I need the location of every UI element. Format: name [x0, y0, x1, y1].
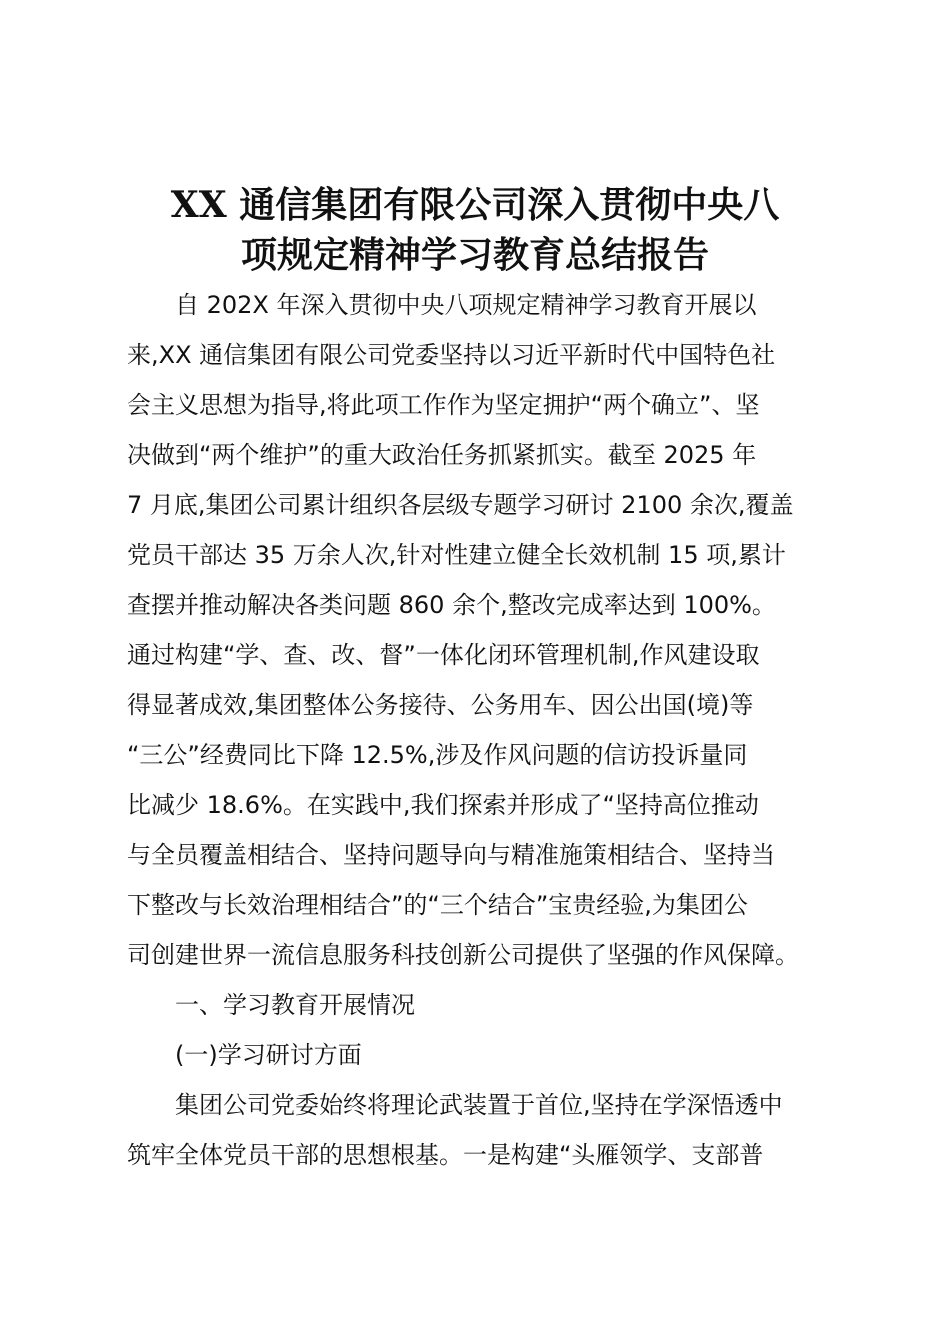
study-paragraph	[127, 1080, 835, 1180]
paragraph-line: 会主义思想为指导,将此项工作作为坚定拥护“两个确立”、坚	[127, 391, 760, 419]
paragraph-line: 来,XX 通信集团有限公司党委坚持以习近平新时代中国特色社	[127, 341, 776, 369]
paragraph-line: 比减少 18.6%。在实践中,我们探索并形成了“坚持高位推动	[127, 791, 759, 819]
paragraph-line: 查摆并推动解决各类问题 860 余个,整改完成率达到 100%。	[127, 591, 776, 619]
paragraph-line: 下整改与长效治理相结合”的“三个结合”宝贵经验,为集团公	[127, 891, 748, 919]
title-line-2: 项规定精神学习教育总结报告	[240, 234, 709, 276]
section-heading-1: 一、学习教育开展情况	[175, 991, 415, 1019]
paragraph-line: 自 202X 年深入贯彻中央八项规定精神学习教育开展以	[175, 291, 757, 319]
paragraph-line: 筑牢全体党员干部的思想根基。一是构建“头雁领学、支部普	[127, 1141, 764, 1169]
paragraph-line: 与全员覆盖相结合、坚持问题导向与精准施策相结合、坚持当	[127, 841, 775, 869]
document-body	[127, 280, 835, 1180]
title-line-1: XX 通信集团有限公司深入贯彻中央八	[170, 184, 780, 226]
paragraph-line: 集团公司党委始终将理论武装置于首位,坚持在学深悟透中	[175, 1091, 783, 1119]
paragraph-line: 司创建世界一流信息服务科技创新公司提供了坚强的作风保障。	[127, 941, 799, 969]
paragraph-line: 决做到“两个维护”的重大政治任务抓紧抓实。截至 2025 年	[127, 441, 757, 469]
subsection-heading-1: (一)学习研讨方面	[175, 1041, 362, 1069]
paragraph-line: 党员干部达 35 万余人次,针对性建立健全长效机制 15 项,累计	[127, 541, 786, 569]
document-title	[120, 180, 830, 280]
paragraph-line: 7 月底,集团公司累计组织各层级专题学习研讨 2100 余次,覆盖	[127, 491, 794, 519]
paragraph-line: 通过构建“学、查、改、督”一体化闭环管理机制,作风建设取	[127, 641, 760, 669]
intro-paragraph	[127, 280, 835, 980]
paragraph-line: 得显著成效,集团整体公务接待、公务用车、因公出国(境)等	[127, 691, 754, 719]
paragraph-line: “三公”经费同比下降 12.5%,涉及作风问题的信访投诉量同	[127, 741, 748, 769]
